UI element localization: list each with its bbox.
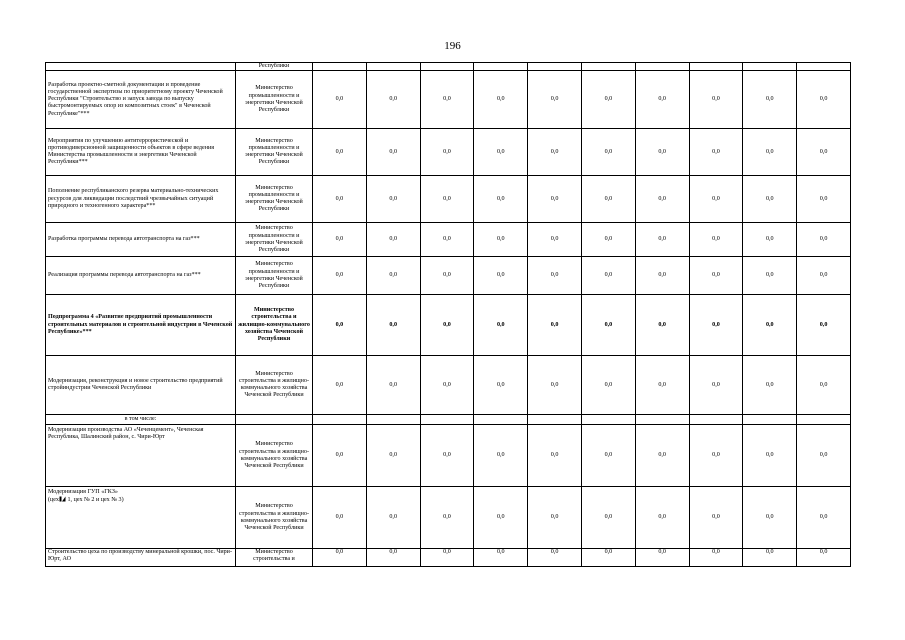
value-cell: 0,0	[635, 71, 689, 129]
value-cell: 0,0	[743, 257, 797, 295]
value-cell: 0,0	[797, 257, 851, 295]
measure-name-line1: Модернизация ГУП «ГКЗ»	[48, 489, 118, 496]
measure-name-prefix: (цех	[48, 497, 59, 504]
value-cell	[313, 415, 367, 425]
value-cell: 0,0	[689, 71, 743, 129]
value-cell: 0,0	[528, 223, 582, 257]
value-cell: 0,0	[635, 176, 689, 223]
value-cell: 0,0	[689, 129, 743, 176]
value-cell	[743, 63, 797, 71]
value-cell: 0,0	[366, 223, 420, 257]
executor: Министерство промышленности и энергетики Чеченской Республики	[236, 223, 313, 257]
value-cell: 0,0	[366, 176, 420, 223]
measure-name: Реализация программы перевода автотранспорта на газ***	[46, 257, 236, 295]
value-cell: 0,0	[743, 71, 797, 129]
subprogram-name: Подпрограмма 4 «Развитие предприятий промышленности строительных материалов и строительной индустрии в Чеченской Республике»***	[46, 295, 236, 356]
value-cell: 0,0	[420, 129, 474, 176]
executor: Министерство строительства и жилищно-коммунального хозяйства Чеченской Республики	[236, 487, 313, 549]
table-row	[46, 63, 851, 71]
value-cell: 0,0	[474, 129, 528, 176]
value-cell: 0,0	[366, 487, 420, 549]
value-cell: 0,0	[313, 425, 367, 487]
executor: Республики	[236, 63, 313, 71]
executor: Министерство промышленности и энергетики Чеченской Республики	[236, 176, 313, 223]
measure-name-suffix: 1, цех № 2 и цех № 3)	[65, 497, 124, 504]
value-cell: 0,0	[635, 356, 689, 415]
subsection-label: в том числе:	[46, 415, 236, 425]
value-cell: 0,0	[689, 356, 743, 415]
value-cell: 0,0	[528, 487, 582, 549]
value-cell: 0,0	[366, 549, 420, 567]
value-cell	[474, 415, 528, 425]
value-cell: 0,0	[581, 356, 635, 415]
measure-name	[46, 63, 236, 71]
value-cell: 0,0	[743, 176, 797, 223]
value-cell: 0,0	[313, 295, 367, 356]
value-cell: 0,0	[474, 223, 528, 257]
value-cell: 0,0	[581, 129, 635, 176]
value-cell: 0,0	[743, 295, 797, 356]
value-cell: 0,0	[366, 295, 420, 356]
value-cell	[581, 415, 635, 425]
value-cell: 0,0	[689, 176, 743, 223]
value-cell: 0,0	[797, 425, 851, 487]
value-cell: 0,0	[474, 425, 528, 487]
measure-name: Разработка программы перевода автотранспорта на газ***	[46, 223, 236, 257]
table-row	[46, 223, 851, 257]
value-cell	[635, 63, 689, 71]
value-cell: 0,0	[743, 425, 797, 487]
value-cell: 0,0	[743, 356, 797, 415]
value-cell	[313, 63, 367, 71]
value-cell	[689, 63, 743, 71]
value-cell	[366, 63, 420, 71]
value-cell: 0,0	[528, 71, 582, 129]
measure-name: Пополнение республиканского резерва материально-технических ресурсов для ликвидации последствий чрезвычайных ситуаций природного и техногенного характера***	[46, 176, 236, 223]
value-cell	[420, 415, 474, 425]
value-cell	[528, 63, 582, 71]
value-cell: 0,0	[474, 257, 528, 295]
inline-figure-icon	[59, 496, 66, 502]
value-cell: 0,0	[743, 223, 797, 257]
value-cell: 0,0	[474, 549, 528, 567]
value-cell: 0,0	[528, 549, 582, 567]
executor: Министерство промышленности и энергетики Чеченской Республики	[236, 71, 313, 129]
table-row	[46, 487, 851, 549]
value-cell: 0,0	[366, 71, 420, 129]
page-number: 196	[444, 40, 461, 52]
value-cell: 0,0	[581, 295, 635, 356]
measure-name: Разработка проектно-сметной документации и проведение государственной экспертизы по приоритетному проекту Чеченской Республики "Строительство и запуск завода по выпуску быстромонтируемых опор из композитных стоек" в Чеченской Республике"***	[46, 71, 236, 129]
value-cell: 0,0	[689, 549, 743, 567]
value-cell: 0,0	[743, 487, 797, 549]
value-cell: 0,0	[797, 71, 851, 129]
value-cell: 0,0	[474, 356, 528, 415]
measure-name	[46, 487, 236, 549]
value-cell: 0,0	[313, 257, 367, 295]
value-cell: 0,0	[313, 223, 367, 257]
executor: Министерство строительства и жилищно-коммунального хозяйства Чеченской Республики	[236, 425, 313, 487]
value-cell: 0,0	[581, 223, 635, 257]
value-cell: 0,0	[689, 257, 743, 295]
value-cell: 0,0	[581, 71, 635, 129]
value-cell: 0,0	[528, 257, 582, 295]
value-cell: 0,0	[474, 176, 528, 223]
measure-name: Модернизация, реконструкция и новое строительство предприятий стройиндустрии Чеченской Республики	[46, 356, 236, 415]
value-cell: 0,0	[635, 295, 689, 356]
value-cell: 0,0	[797, 129, 851, 176]
value-cell: 0,0	[581, 176, 635, 223]
value-cell: 0,0	[474, 71, 528, 129]
value-cell: 0,0	[420, 295, 474, 356]
table-row	[46, 425, 851, 487]
value-cell: 0,0	[366, 129, 420, 176]
value-cell	[366, 415, 420, 425]
executor: Министерство строительства и	[236, 549, 313, 567]
value-cell: 0,0	[635, 257, 689, 295]
value-cell: 0,0	[635, 223, 689, 257]
executor: Министерство строительства и жилищно-коммунального хозяйства Чеченской Республики	[236, 295, 313, 356]
value-cell: 0,0	[797, 356, 851, 415]
value-cell: 0,0	[528, 356, 582, 415]
value-cell	[689, 415, 743, 425]
value-cell	[420, 63, 474, 71]
measure-name: Строительство цеха по производству минеральной крошки, пос. Чири-Юрт, АО	[46, 549, 236, 567]
executor	[236, 415, 313, 425]
value-cell: 0,0	[581, 425, 635, 487]
value-cell: 0,0	[689, 425, 743, 487]
value-cell: 0,0	[420, 356, 474, 415]
value-cell: 0,0	[528, 129, 582, 176]
value-cell: 0,0	[635, 549, 689, 567]
value-cell: 0,0	[743, 129, 797, 176]
value-cell: 0,0	[635, 487, 689, 549]
value-cell	[797, 63, 851, 71]
value-cell: 0,0	[581, 487, 635, 549]
value-cell: 0,0	[743, 549, 797, 567]
value-cell: 0,0	[689, 295, 743, 356]
value-cell: 0,0	[689, 223, 743, 257]
measure-name: Мероприятия по улучшению антитеррористической и противодиверсионной защищенности объектов в сфере ведения Министерства промышленности и энергетики Чеченской Республики***	[46, 129, 236, 176]
table-row	[46, 549, 851, 567]
executor: Министерство строительства и жилищно-коммунального хозяйства Чеченской Республики	[236, 356, 313, 415]
value-cell: 0,0	[420, 549, 474, 567]
value-cell	[797, 415, 851, 425]
value-cell: 0,0	[797, 176, 851, 223]
value-cell: 0,0	[689, 487, 743, 549]
value-cell: 0,0	[313, 549, 367, 567]
value-cell: 0,0	[420, 71, 474, 129]
value-cell: 0,0	[420, 223, 474, 257]
value-cell: 0,0	[797, 295, 851, 356]
value-cell: 0,0	[313, 356, 367, 415]
value-cell: 0,0	[635, 425, 689, 487]
value-cell: 0,0	[313, 129, 367, 176]
value-cell: 0,0	[366, 257, 420, 295]
executor: Министерство промышленности и энергетики Чеченской Республики	[236, 129, 313, 176]
executor: Министерство промышленности и энергетики Чеченской Республики	[236, 257, 313, 295]
value-cell: 0,0	[474, 295, 528, 356]
value-cell: 0,0	[420, 257, 474, 295]
value-cell	[743, 415, 797, 425]
value-cell	[635, 415, 689, 425]
table-row	[46, 415, 851, 425]
value-cell: 0,0	[528, 295, 582, 356]
value-cell: 0,0	[797, 549, 851, 567]
value-cell: 0,0	[420, 487, 474, 549]
value-cell	[528, 415, 582, 425]
value-cell: 0,0	[528, 425, 582, 487]
value-cell: 0,0	[313, 71, 367, 129]
table-row	[46, 257, 851, 295]
value-cell: 0,0	[420, 425, 474, 487]
value-cell: 0,0	[581, 549, 635, 567]
value-cell: 0,0	[528, 176, 582, 223]
value-cell: 0,0	[313, 176, 367, 223]
table-row	[46, 176, 851, 223]
value-cell	[581, 63, 635, 71]
measure-name: Модернизация производства АО «Чеченцемент», Чеченская Республика, Шалинский район, с. Чири-Юрт	[46, 425, 236, 487]
value-cell: 0,0	[420, 176, 474, 223]
table-row	[46, 129, 851, 176]
table-row	[46, 71, 851, 129]
value-cell: 0,0	[474, 487, 528, 549]
budget-table	[45, 62, 851, 567]
value-cell: 0,0	[635, 129, 689, 176]
value-cell	[474, 63, 528, 71]
value-cell: 0,0	[797, 487, 851, 549]
measure-name-line2	[48, 496, 233, 504]
value-cell: 0,0	[797, 223, 851, 257]
table-row	[46, 356, 851, 415]
table-row	[46, 295, 851, 356]
value-cell: 0,0	[581, 257, 635, 295]
value-cell: 0,0	[313, 487, 367, 549]
value-cell: 0,0	[366, 356, 420, 415]
value-cell: 0,0	[366, 425, 420, 487]
